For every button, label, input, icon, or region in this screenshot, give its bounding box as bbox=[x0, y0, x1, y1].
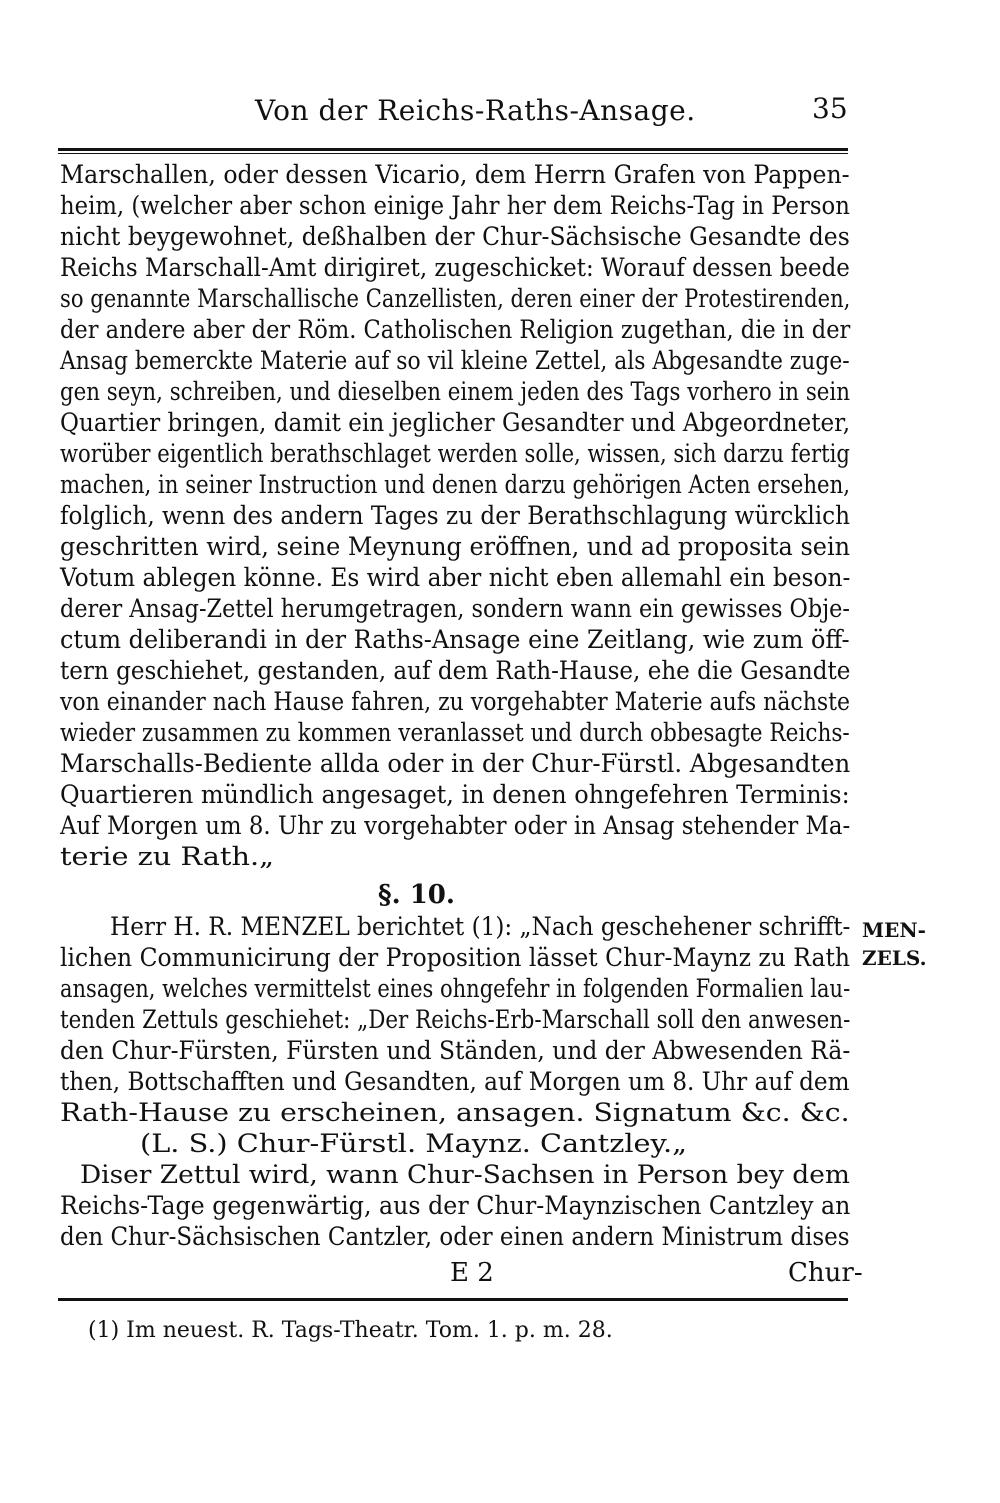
section-line: Reichs-Tage gegenwärtig, aus der Chur-Maynzischen Cantzley an bbox=[60, 1191, 851, 1220]
footnote-rule bbox=[58, 1298, 848, 1301]
body-line: Ansag bemerckte Materie auf so vil kleine Zettel, als Abgesandte zuge- bbox=[60, 346, 850, 375]
section-line: ansagen, welches vermittelst eines ohngefehr in folgenden Formalien lau- bbox=[60, 974, 851, 1003]
marginal-note-line: MEN- bbox=[862, 918, 926, 942]
body-line: nicht beygewohnet, deßhalben der Chur-Sächsische Gesandte des bbox=[60, 222, 850, 251]
body-line: derer Ansag-Zettel herumgetragen, sondern wann ein gewisses Obje- bbox=[60, 594, 850, 623]
running-head bbox=[0, 92, 1000, 132]
body-line: so genannte Marschallische Canzellisten, deren einer der Protestirenden, bbox=[60, 284, 851, 313]
body-line: Marschallen, oder dessen Vicario, dem Herrn Grafen von Pappen- bbox=[60, 160, 850, 189]
running-title: Von der Reichs-Raths-Ansage. bbox=[255, 94, 696, 127]
body-line: Reichs Marschall-Amt dirigiret, zugeschicket: Worauf dessen beede bbox=[60, 253, 850, 282]
body-line: Quartieren mündlich angesaget, in denen ohngefehren Terminis: bbox=[60, 780, 850, 809]
body-line: tern geschiehet, gestanden, auf dem Rath-Hause, ehe die Gesandte bbox=[60, 656, 851, 685]
section-line: Rath-Hause zu erscheinen, ansagen. Signatum &c. &c. bbox=[60, 1098, 850, 1127]
body-line: terie zu Rath.„ bbox=[60, 842, 275, 871]
body-line: worüber eigentlich berathschlaget werden solle, wissen, sich darzu fertig bbox=[60, 439, 850, 468]
section-line: den Chur-Fürsten, Fürsten und Ständen, und der Abwesenden Rä- bbox=[60, 1036, 851, 1065]
body-line: der andere aber der Röm. Catholischen Religion zugethan, die in der bbox=[60, 315, 851, 344]
body-line: wieder zusammen zu kommen veranlasset und durch obbesagte Reichs- bbox=[60, 718, 850, 747]
catchword: Chur- bbox=[788, 1258, 863, 1288]
section-line: den Chur-Sächsischen Cantzler, oder einen andern Ministrum dises bbox=[60, 1222, 850, 1251]
header-rule-thin bbox=[58, 153, 848, 154]
section-heading: §. 10. bbox=[378, 880, 455, 910]
section-line: Diser Zettul wird, wann Chur-Sachsen in Person bey dem bbox=[80, 1160, 850, 1189]
body-line: ctum deliberandi in der Raths-Ansage eine Zeitlang, wie zum öff- bbox=[60, 625, 850, 654]
body-line: geschritten wird, seine Meynung eröffnen, und ad proposita sein bbox=[60, 532, 851, 561]
marginal-note-line: ZELS. bbox=[862, 946, 927, 970]
section-line: tenden Zettuls geschiehet: „Der Reichs-Erb-Marschall soll den anwesen- bbox=[60, 1005, 851, 1034]
body-line: Auf Morgen um 8. Uhr zu vorgehabter oder in Ansag stehender Ma- bbox=[60, 811, 851, 840]
body-line: Votum ablegen könne. Es wird aber nicht eben allemahl ein beson- bbox=[60, 563, 851, 592]
section-line: (L. S.) Chur-Fürstl. Maynz. Cantzley.„ bbox=[140, 1129, 688, 1158]
body-line: machen, in seiner Instruction und denen darzu gehörigen Acten ersehen, bbox=[60, 470, 850, 499]
section-line: Herr H. R. MENZEL berichtet (1): „Nach geschehener schrifft- bbox=[110, 912, 851, 941]
section-line: then, Bottschafften und Gesandten, auf Morgen um 8. Uhr auf dem bbox=[60, 1067, 850, 1096]
footnote: (1) Im neuest. R. Tags-Theatr. Tom. 1. p. m. 28. bbox=[88, 1318, 613, 1343]
body-line: folglich, wenn des andern Tages zu der Berathschlagung würcklich bbox=[60, 501, 850, 530]
section-line: lichen Communicirung der Proposition lässet Chur-Maynz zu Rath bbox=[60, 943, 850, 972]
signature-mark: E 2 bbox=[450, 1258, 494, 1288]
body-line: Marschalls-Bediente allda oder in der Chur-Fürstl. Abgesandten bbox=[60, 749, 851, 778]
header-rule bbox=[58, 148, 848, 151]
body-line: gen seyn, schreiben, und dieselben einem jeden des Tags vorhero in sein bbox=[60, 377, 850, 406]
body-line: heim, (welcher aber schon einige Jahr her dem Reichs-Tag in Person bbox=[60, 191, 850, 220]
body-line: Quartier bringen, damit ein jeglicher Gesandter und Abgeordneter, bbox=[60, 408, 851, 437]
page-number: 35 bbox=[812, 92, 848, 125]
body-line: von einander nach Hause fahren, zu vorgehabter Materie aufs nächste bbox=[60, 687, 850, 716]
